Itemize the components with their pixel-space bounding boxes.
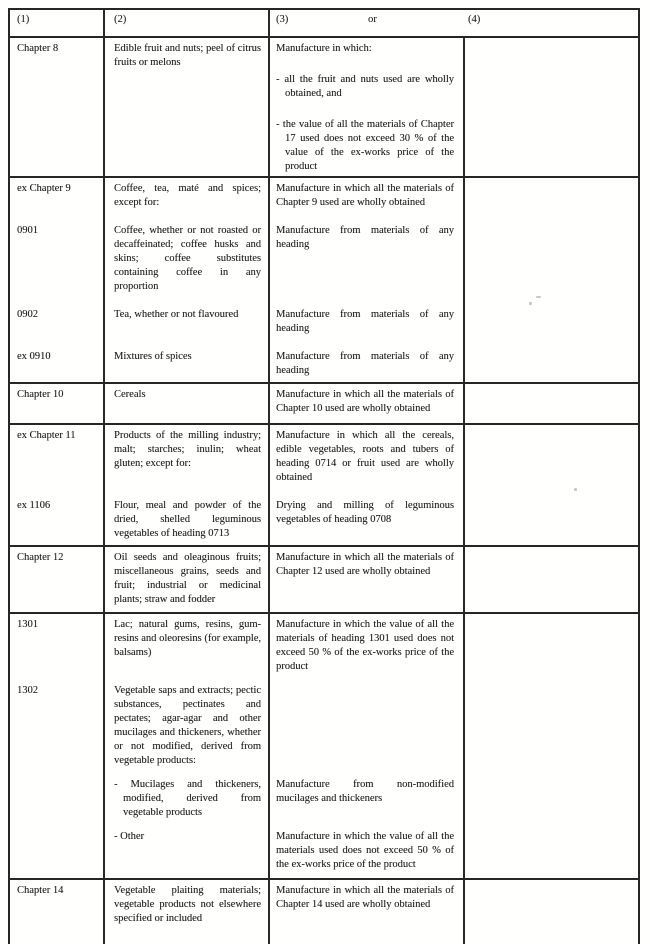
rule-cell: [268, 346, 463, 378]
description-paragraph: Lac; natural gums, resins, gum-resins and oleoresins (for example, balsams): [114, 619, 261, 658]
rule-paragraph: Manufacture in which all the materials of Chapter 9 used are wholly obtained: [276, 183, 454, 208]
description-paragraph: Coffee, tea, maté and spices; except for:: [114, 183, 261, 208]
empty-col4-cell: [463, 346, 638, 378]
header-col4-label: (4): [468, 14, 481, 25]
scan-artifact: [536, 296, 541, 298]
heading-code-cell: [10, 774, 103, 820]
product-description-cell: [103, 547, 268, 607]
table-vertical-rule: [103, 425, 105, 545]
rule-cell: [268, 774, 463, 820]
rule-paragraph: Manufacture from non-modified mucilages and thickeners: [276, 779, 454, 804]
empty-col4-cell: [463, 547, 638, 607]
rule-cell: [268, 384, 463, 416]
table-vertical-rule: [103, 880, 105, 944]
table-vertical-rule: [463, 614, 465, 878]
table-section-chapter-14: [10, 878, 638, 944]
rule-paragraph: Manufacture in which the value of all the materials used does not exceed 50 % of the ex-works price of the product: [276, 831, 454, 870]
heading-code-cell: ex 0910: [17, 351, 51, 362]
table-section-ex-chapter-11: [10, 423, 638, 545]
rule-bullet: - all the fruit and nuts used are wholly obtained, and: [276, 74, 454, 99]
table-vertical-rule: [103, 547, 105, 612]
table-section-chapter-10: [10, 382, 638, 423]
table-vertical-rule: [463, 38, 465, 176]
heading-code-cell: [10, 826, 103, 872]
heading-code-cell: Chapter 12: [17, 552, 64, 563]
product-description-cell: [103, 304, 268, 336]
scan-artifact: [574, 488, 577, 491]
rule-paragraph: Manufacture in which all the cereals, edible vegetables, roots and tubers of heading 0714 or fruit used are wholly obtained: [276, 430, 454, 483]
description-paragraph: Coffee, whether or not roasted or decaffeinated; coffee husks and skins; coffee substitutes containing coffee in any proportion: [114, 225, 261, 292]
empty-col4-cell: [463, 880, 638, 926]
description-paragraph: Products of the milling industry; malt; starches; inulin; wheat gluten; except for:: [114, 430, 261, 469]
rule-cell: [268, 680, 463, 768]
product-description-cell: [103, 425, 268, 485]
description-paragraph: Mixtures of spices: [114, 351, 192, 362]
table-vertical-rule: [268, 614, 270, 878]
table-section-1301-1302: [10, 612, 638, 878]
table-section-chapter-12: [10, 545, 638, 612]
heading-code-cell: ex Chapter 9: [17, 183, 71, 194]
product-description-cell: [103, 346, 268, 378]
description-paragraph: Tea, whether or not flavoured: [114, 309, 239, 320]
rule-cell: [268, 425, 463, 485]
rule-cell: [268, 880, 463, 926]
heading-code-cell: ex Chapter 11: [17, 430, 76, 441]
description-bullet: - Other: [114, 831, 145, 842]
rule-paragraph: Manufacture from materials of any heading: [276, 309, 454, 334]
empty-col4-cell: [463, 680, 638, 768]
product-description-cell: [103, 38, 268, 174]
product-description-cell: [103, 826, 268, 872]
table-vertical-rule: [268, 38, 270, 176]
empty-col4-cell: [463, 425, 638, 485]
rule-paragraph: Manufacture in which:: [276, 43, 372, 54]
header-col3-col4: [268, 10, 638, 27]
rule-cell: [268, 38, 463, 174]
rule-cell: [268, 495, 463, 541]
empty-col4-cell: [463, 384, 638, 416]
product-description-cell: [103, 880, 268, 926]
product-description-cell: [103, 680, 268, 768]
heading-code-cell: Chapter 10: [17, 389, 64, 400]
empty-col4-cell: [463, 38, 638, 174]
description-paragraph: Edible fruit and nuts; peel of citrus fruits or melons: [114, 43, 261, 68]
heading-code-cell: 1301: [17, 619, 38, 630]
product-description-cell: [103, 614, 268, 674]
rule-cell: [268, 304, 463, 336]
header-col3-label: (3): [276, 14, 289, 25]
table-vertical-rule: [103, 178, 105, 382]
rule-paragraph: Manufacture in which all the materials of Chapter 12 used are wholly obtained: [276, 552, 454, 577]
heading-code-cell: 1302: [17, 685, 38, 696]
rule-cell: [268, 614, 463, 674]
heading-code-cell: Chapter 8: [17, 43, 59, 54]
rule-paragraph: Manufacture in which all the materials of Chapter 14 used are wholly obtained: [276, 885, 454, 910]
heading-code-cell: 0902: [17, 309, 38, 320]
empty-col4-cell: [463, 614, 638, 674]
table-vertical-rule: [463, 384, 465, 423]
product-description-cell: [103, 178, 268, 210]
rule-cell: [268, 826, 463, 872]
description-bullet: - Mucilages and thickeners, modified, derived from vegetable products: [114, 779, 261, 818]
rule-cell: [268, 547, 463, 607]
empty-col4-cell: [463, 495, 638, 541]
table-section-chapter-8: [10, 36, 638, 176]
rule-cell: [268, 178, 463, 210]
table-vertical-rule: [103, 38, 105, 176]
table-vertical-rule: [103, 384, 105, 423]
table-vertical-rule: [268, 384, 270, 423]
table-vertical-rule: [103, 614, 105, 878]
table-vertical-rule: [268, 178, 270, 382]
product-description-cell: [103, 495, 268, 541]
header-col2: (2): [114, 14, 127, 25]
description-paragraph: Cereals: [114, 389, 146, 400]
table-vertical-rule: [463, 547, 465, 612]
empty-col4-cell: [463, 178, 638, 210]
table-vertical-rule: [268, 880, 270, 944]
table-vertical-rule: [268, 425, 270, 545]
rule-paragraph: Manufacture in which all the materials of Chapter 10 used are wholly obtained: [276, 389, 454, 414]
description-paragraph: Vegetable plaiting materials; vegetable products not elsewhere specified or included: [114, 885, 261, 924]
rule-bullet: - the value of all the materials of Chapter 17 used does not exceed 30 % of the value of the ex-works price of the product: [276, 119, 454, 172]
table-section-ex-chapter-9: [10, 176, 638, 382]
table-vertical-rule: [463, 425, 465, 545]
heading-code-cell: Chapter 14: [17, 885, 64, 896]
header-col1: (1): [17, 14, 30, 25]
empty-col4-cell: [463, 220, 638, 294]
empty-col4-cell: [463, 826, 638, 872]
rule-paragraph: Manufacture from materials of any heading: [276, 225, 454, 250]
table-vertical-rule: [463, 880, 465, 944]
description-paragraph: Oil seeds and oleaginous fruits; miscellaneous grains, seeds and fruit; industrial or medicinal plants; straw and fodder: [114, 552, 261, 605]
scan-artifact: [529, 302, 532, 305]
rule-cell: [268, 220, 463, 294]
table-vertical-rule: [463, 178, 465, 382]
origin-rules-table: [8, 8, 640, 944]
rule-paragraph: Manufacture from materials of any heading: [276, 351, 454, 376]
description-paragraph: Vegetable saps and extracts; pectic substances, pectinates and pectates; agar-agar and other mucilages and thickeners, whether or not modified, derived from vegetable products:: [114, 685, 261, 766]
rule-paragraph: Drying and milling of leguminous vegetables of heading 0708: [276, 500, 454, 525]
product-description-cell: [103, 774, 268, 820]
empty-col4-cell: [463, 304, 638, 336]
product-description-cell: [103, 384, 268, 416]
table-vertical-rule: [103, 10, 105, 36]
product-description-cell: [103, 220, 268, 294]
description-paragraph: Flour, meal and powder of the dried, shelled leguminous vegetables of heading 0713: [114, 500, 261, 539]
table-header-row: [10, 10, 638, 36]
table-vertical-rule: [268, 10, 270, 36]
heading-code-cell: ex 1106: [17, 500, 51, 511]
rule-paragraph: Manufacture in which the value of all the materials of heading 1301 used does not exceed 50 % of the ex-works price of the product: [276, 619, 454, 672]
empty-col4-cell: [463, 774, 638, 820]
heading-code-cell: 0901: [17, 225, 38, 236]
table-vertical-rule: [268, 547, 270, 612]
header-or-label: or: [368, 14, 377, 25]
